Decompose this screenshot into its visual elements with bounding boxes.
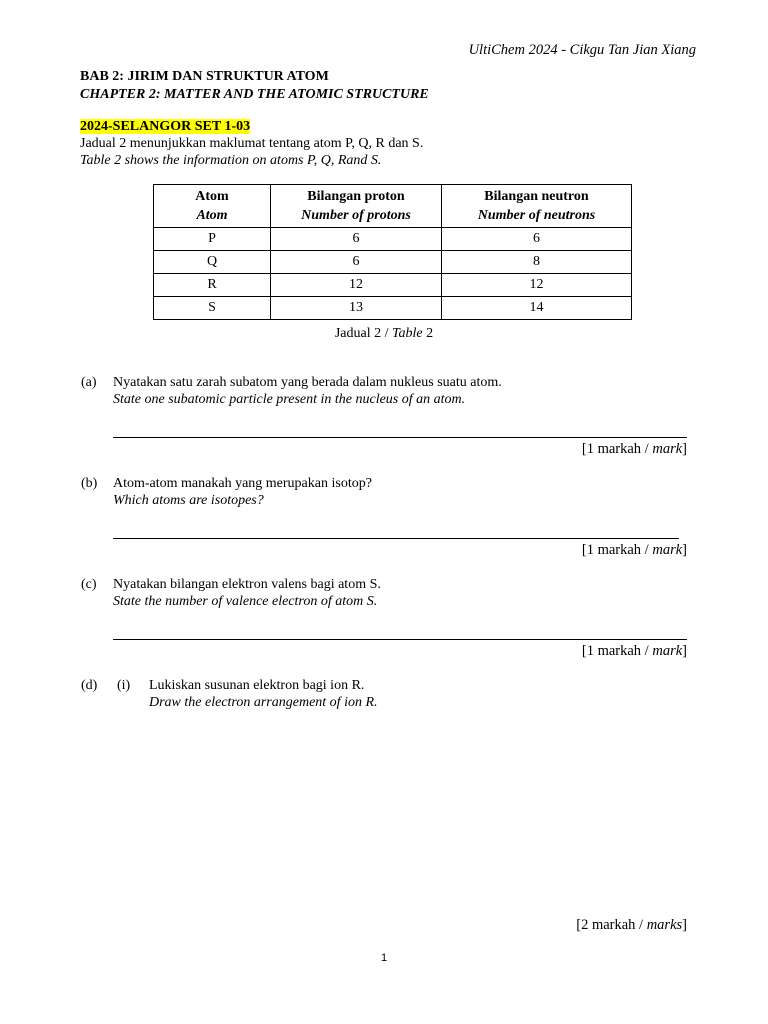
table-header-row	[154, 185, 632, 228]
marks-pre: [2 markah /	[576, 917, 647, 933]
marks-unit: mark	[652, 643, 683, 659]
part-c-label: (c)	[81, 577, 97, 592]
table-cell: 6	[442, 228, 632, 251]
page-number: 1	[380, 952, 388, 964]
table-cell: 12	[271, 274, 442, 297]
part-c-text-en: State the number of valence electron of atom S.	[113, 594, 378, 609]
table-cell: 12	[442, 274, 632, 297]
table-header-cell	[154, 185, 271, 228]
header-ms: Bilangan neutron	[484, 189, 589, 204]
marks-pre: [1 markah /	[581, 643, 653, 659]
marks-post: ]	[682, 542, 687, 558]
part-a-marks	[582, 441, 687, 458]
part-d-text-en: Draw the electron arrangement of ion R.	[149, 695, 378, 710]
caption-en: Table	[392, 326, 423, 341]
header-ms: Atom	[195, 189, 229, 204]
part-b-marks	[582, 542, 687, 559]
part-a-label: (a)	[81, 375, 97, 390]
part-a-answer-line[interactable]	[113, 437, 687, 438]
marks-unit: marks	[646, 917, 683, 933]
part-b-answer-line[interactable]	[113, 538, 679, 539]
table-cell: 6	[271, 228, 442, 251]
drawing-area[interactable]	[149, 720, 687, 910]
marks-unit: mark	[652, 542, 683, 558]
header-en: Number of protons	[301, 208, 411, 223]
table-header-cell	[271, 185, 442, 228]
table-header-cell	[442, 185, 632, 228]
question-intro-en: Table 2 shows the information on atoms P, Q, Rand S.	[80, 153, 382, 168]
caption-ms: Jadual 2 /	[334, 326, 393, 341]
marks-post: ]	[682, 441, 687, 457]
source-header: UltiChem 2024 - Cikgu Tan Jian Xiang	[468, 42, 696, 58]
table-cell: Q	[154, 251, 271, 274]
part-d-sub-label: (i)	[117, 678, 131, 693]
table-row	[154, 297, 632, 320]
header-ms: Bilangan proton	[307, 189, 405, 204]
part-b-text-ms: Atom-atom manakah yang merupakan isotop?	[113, 476, 372, 491]
table-cell: 13	[271, 297, 442, 320]
part-c-marks	[582, 643, 687, 660]
part-d-text-ms: Lukiskan susunan elektron bagi ion R.	[149, 678, 365, 693]
chapter-title-ms: BAB 2: JIRIM DAN STRUKTUR ATOM	[80, 69, 329, 84]
marks-post: ]	[682, 917, 687, 933]
question-code: 2024-SELANGOR SET 1-03	[80, 119, 251, 134]
table-cell: R	[154, 274, 271, 297]
table-cell: 14	[442, 297, 632, 320]
table-row	[154, 274, 632, 297]
atom-table	[153, 184, 632, 320]
part-b-label: (b)	[81, 476, 98, 491]
part-c-answer-line[interactable]	[113, 639, 687, 640]
header-en: Atom	[196, 208, 228, 223]
part-c-text-ms: Nyatakan bilangan elektron valens bagi atom S.	[113, 577, 381, 592]
marks-pre: [1 markah /	[581, 441, 653, 457]
table-row	[154, 251, 632, 274]
table-cell: 6	[271, 251, 442, 274]
marks-pre: [1 markah /	[581, 542, 653, 558]
part-a-text-ms: Nyatakan satu zarah subatom yang berada dalam nukleus suatu atom.	[113, 375, 502, 390]
table-cell: P	[154, 228, 271, 251]
table-row	[154, 228, 632, 251]
marks-unit: mark	[652, 441, 683, 457]
header-en: Number of neutrons	[477, 208, 596, 223]
caption-num: 2	[422, 326, 434, 341]
table-cell: S	[154, 297, 271, 320]
marks-post: ]	[682, 643, 687, 659]
part-b-text-en: Which atoms are isotopes?	[113, 493, 264, 508]
question-intro-ms: Jadual 2 menunjukkan maklumat tentang atom P, Q, R dan S.	[80, 136, 424, 151]
part-a-text-en: State one subatomic particle present in the nucleus of an atom.	[113, 392, 466, 407]
part-d-label: (d)	[81, 678, 98, 693]
table-cell: 8	[442, 251, 632, 274]
table-caption	[0, 325, 768, 342]
chapter-title-en: CHAPTER 2: MATTER AND THE ATOMIC STRUCTURE	[80, 87, 429, 102]
part-d-marks	[576, 917, 687, 934]
